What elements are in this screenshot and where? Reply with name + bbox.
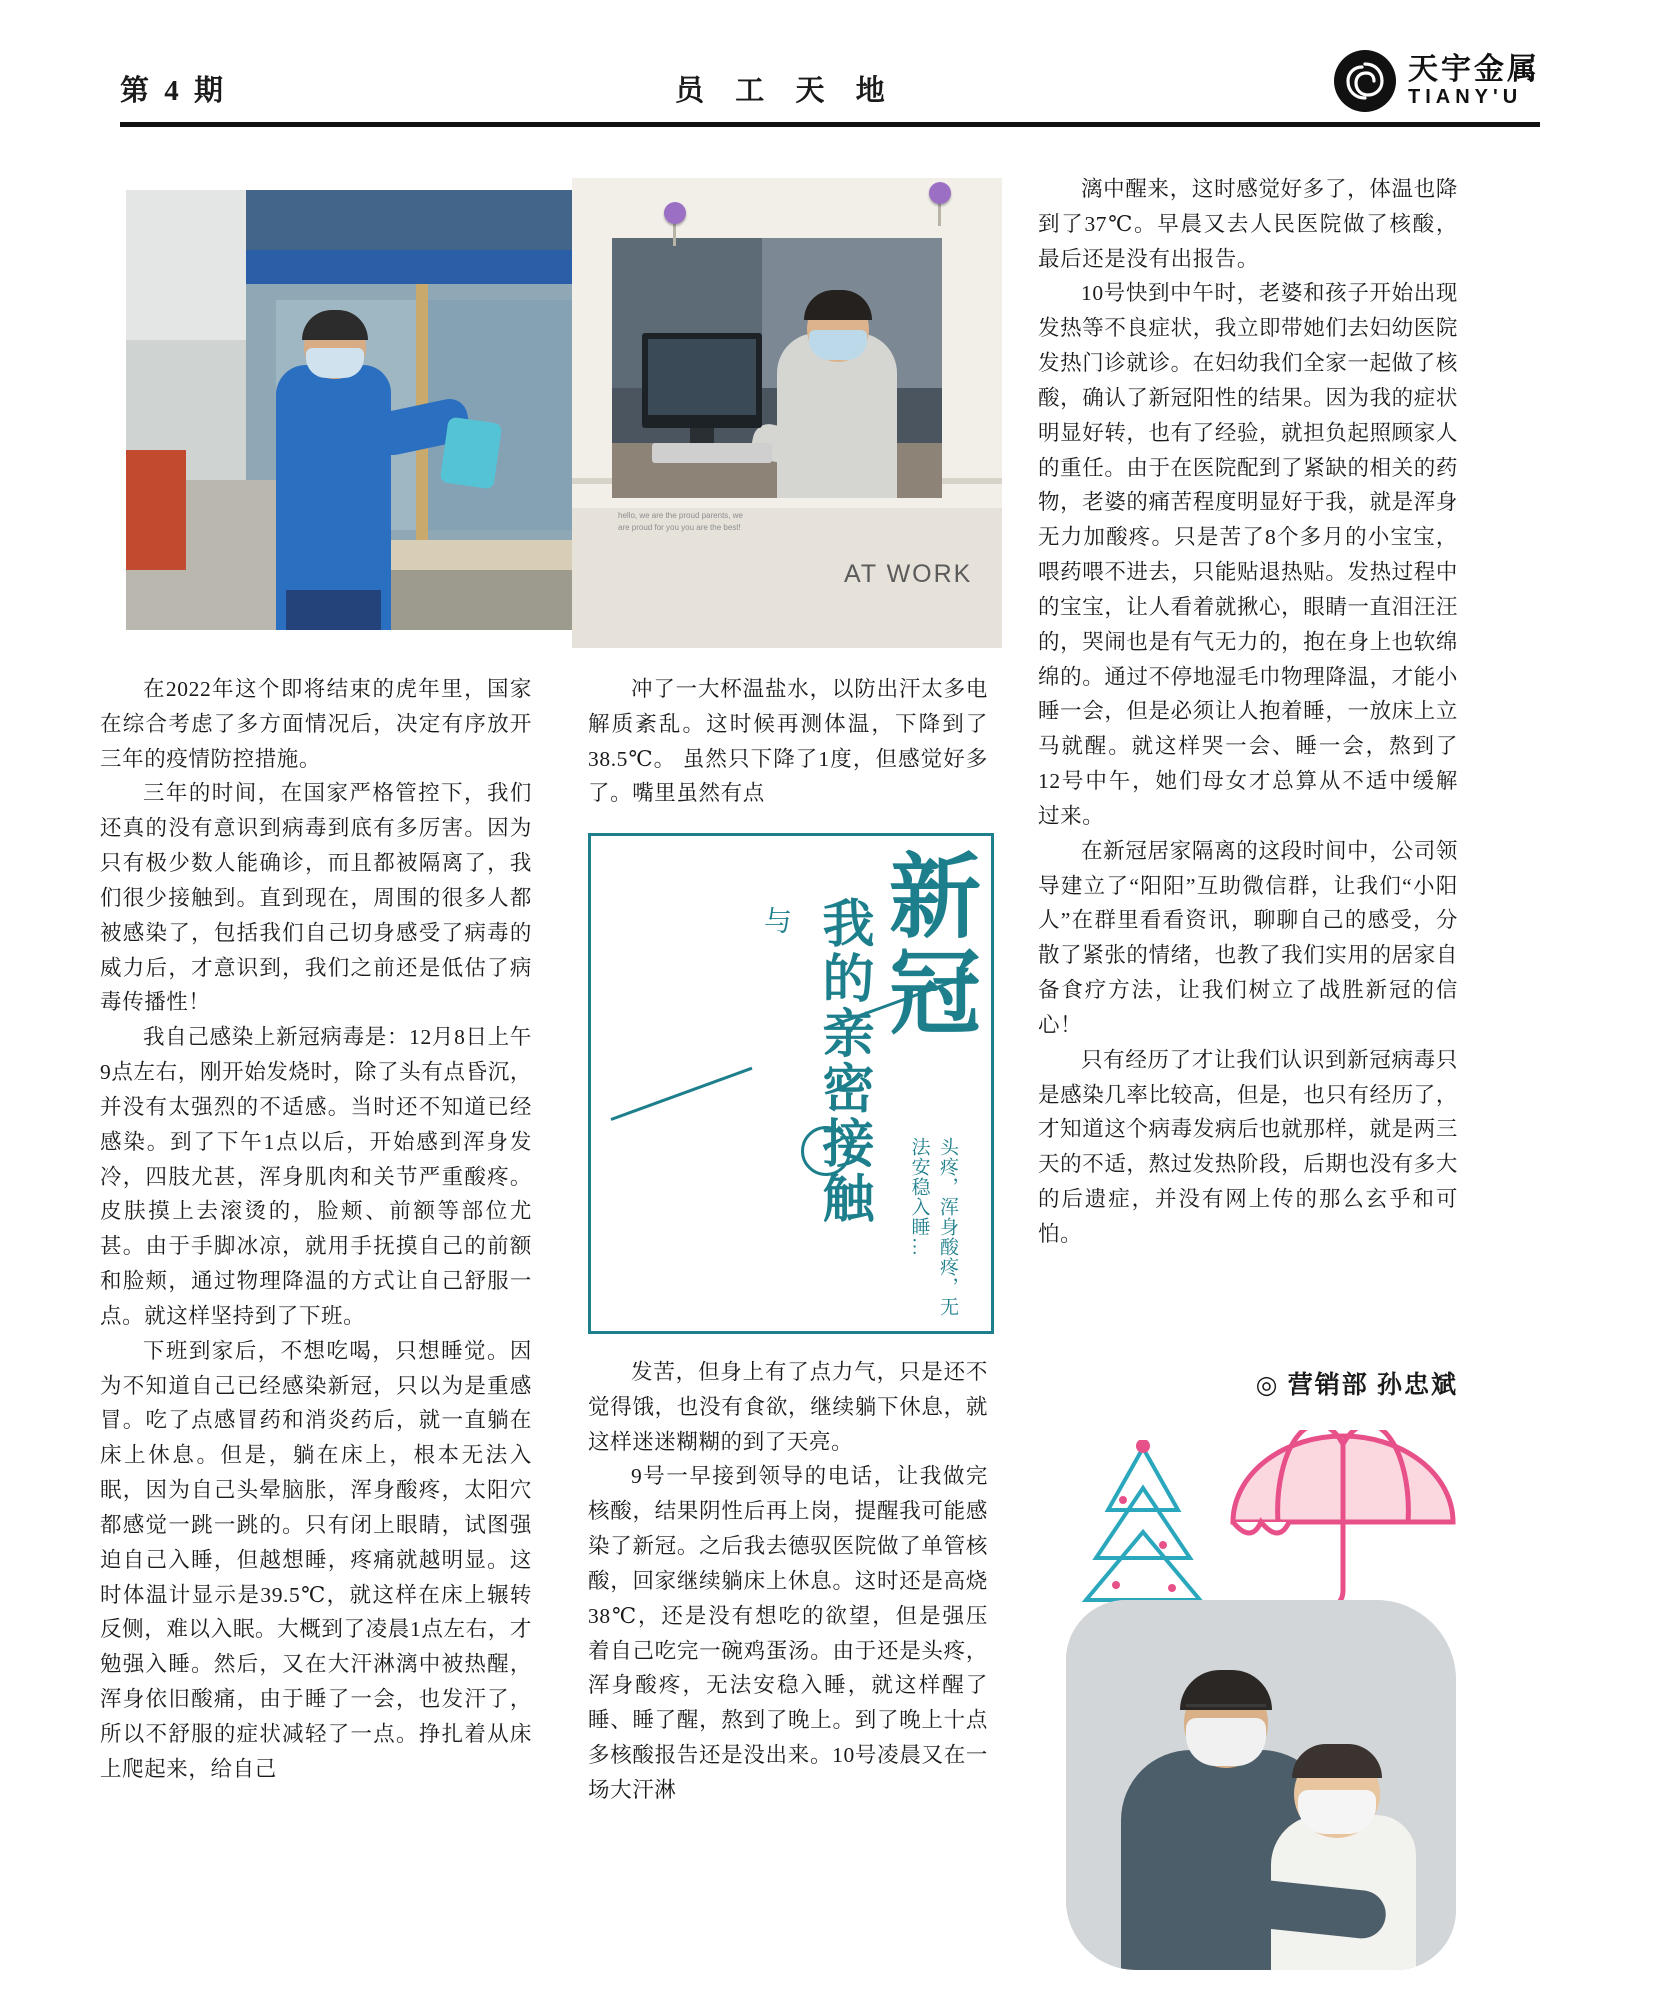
paragraph: 我自己感染上新冠病毒是：12月8日上午9点左右，刚开始发烧时，除了头有点昏沉，并没有太强烈的不适感。当时还不知道已经感染。到了下午1点以后，开始感到浑身发冷，四肢尤甚，浑身肌肉和关节严重酸疼。皮肤摸上去滚烫的，脸颊、前额等部位尤甚。由于手脚冰凉，就用手抚摸自己的前额和脸颊，通过物理降温的方式让自己舒服一点。就这样坚持到了下班。 <box>100 1025 532 1328</box>
logo-company-name-cn: 天宇金属 <box>1408 53 1540 86</box>
header-divider <box>120 122 1540 127</box>
company-logo <box>1334 50 1540 112</box>
article-column-1 <box>100 672 532 1787</box>
paragraph: 冲了一大杯温盐水，以防出汗太多电解质紊乱。这时候再测体温，下降到了38.5℃。 虽然只下降了1度，但感觉好多了。嘴里虽然有点 <box>588 677 988 806</box>
paragraph: 漓中醒来，这时感觉好多了，体温也降到了37℃。早晨又去人民医院做了核酸，最后还是没有出报告。 <box>1038 177 1458 271</box>
article-title-graphic <box>588 833 994 1334</box>
spiral-logo-icon <box>1334 50 1396 112</box>
christmas-tree-icon <box>1068 1440 1218 1620</box>
paragraph: 三年的时间，在国家严格管控下，我们还真的没有意识到病毒到底有多厉害。因为只有极少数人能确诊，而且都被隔离了，我们很少接触到。直到现在，周围的很多人都被感染了，包括我们自己切身感受了病毒的威力后，才意识到，我们之前还是低估了病毒传播性！ <box>100 781 532 1015</box>
paragraph: 在新冠居家隔离的这段时间中，公司领导建立了“阳阳”互助微信群，让我们“小阳人”在群里看看资讯，聊聊自己的感受，分散了紧张的情绪，也教了我们实用的居家自备食疗方法，让我们树立了战胜新冠的信心！ <box>1038 838 1458 1037</box>
pushpin-icon-left <box>664 202 686 224</box>
article-column-2-upper <box>588 672 988 811</box>
at-work-label: AT WORK <box>844 560 973 588</box>
logo-company-name-en: TIANY'U <box>1408 86 1523 108</box>
issue-number: 第 4 期 <box>120 75 228 107</box>
decorative-line-left <box>610 1067 752 1121</box>
paragraph: 下班到家后，不想吃喝，只想睡觉。因为不知道自己已经感染新冠，只以为是重感冒。吃了点感冒药和消炎药后，就一直躺在床上休息。但是，躺在床上，根本无法入眠，因为自己头晕脑胀，浑身酸疼，太阳穴都感觉一跳一跳的。只有闭上眼睛，试图强迫自己入睡，但越想睡，疼痛就越明显。这时体温计显示是39.5℃，就这样在床上辗转反侧，难以入眠。大概到了凌晨1点左右，才勉强入睡。然后，又在大汗淋漓中被热醒，浑身依旧酸痛，由于睡了一会，也发汗了，所以不舒服的症状减轻了一点。挣扎着从床上爬起来，给自己 <box>100 1338 532 1781</box>
pushpin-icon-right <box>929 182 951 204</box>
photo-worker-cleaning-window <box>126 190 596 630</box>
article-column-2-lower <box>588 1355 988 1808</box>
paragraph: 在2022年这个即将结束的虎年里，国家在综合考虑了多方面情况后，决定有序放开三年的疫情防控措施。 <box>100 677 532 771</box>
article-column-3 <box>1038 172 1458 1252</box>
paragraph: 发苦，但身上有了点力气，只是还不觉得饿，也没有食欲，继续躺下休息，就这样迷迷糊糊的到了天亮。 <box>588 1360 988 1454</box>
umbrella-icon <box>1218 1430 1468 1610</box>
title-connector-text: 与 <box>760 906 791 934</box>
paragraph: 10号快到中午时，老婆和孩子开始出现发热等不良症状，我立即带她们去妇幼医院发热门诊就诊。在妇幼我们全家一起做了核酸，确认了新冠阳性的结果。因为我的症状明显好转，也有了经验，就担负起照顾家人的重任。由于在医院配到了紧缺的相关的药物，老婆的痛苦程度明显好于我，就是浑身无力加酸疼。只是苦了8个多月的小宝宝，喂药喂不进去，只能贴退热贴。发热过程中的宝宝，让人看着就揪心，眼睛一直泪汪汪的，哭闹也是有气无力的，抱在身上也软绵绵的。通过不停地湿毛巾物理降温，才能小睡一会，但是必须让人抱着睡，一放床上立马就醒。就这样哭一会、睡一会，熬到了12号中午，她们母女才总算从不适中缓解过来。 <box>1038 281 1458 828</box>
masthead <box>120 40 1540 120</box>
bottom-illustration <box>1038 1420 1468 1980</box>
magazine-caption: hello, we are the proud parents, we are proud for you you are the best! <box>618 511 743 532</box>
title-sub-text: 我的亲密接触 <box>814 896 871 1226</box>
page-title: 员 工 天 地 <box>675 75 897 107</box>
photo-father-and-baby <box>1066 1600 1456 1970</box>
inset-office-photo <box>612 238 942 498</box>
decorative-circle <box>801 1126 851 1176</box>
title-main-text: 新冠 <box>876 848 978 1040</box>
author-signature: ◎ 营销部 孙忠斌 <box>1255 1372 1458 1399</box>
title-note-text: 头疼，浑身酸疼，无法安稳入睡… <box>908 1137 958 1317</box>
paragraph: 9号一早接到领导的电话，让我做完核酸，结果阴性后再上岗，提醒我可能感染了新冠。之后我去德驭医院做了单管核酸，回家继续躺床上休息。这时还是高烧38℃，还是没有想吃的欲望，但是强压着自己吃完一碗鸡蛋汤。由于还是头疼，浑身酸疼，无法安稳入睡，就这样醒了睡、睡了醒，熬到了晚上。到了晚上十点多核酸报告还是没出来。10号凌晨又在一场大汗淋 <box>588 1464 988 1802</box>
paragraph: 只有经历了才让我们认识到新冠病毒只是感染几率比较高，但是，也只有经历了，才知道这个病毒发病后也就那样，就是两三天的不适，熬过发热阶段，后期也没有多大的后遗症，并没有网上传的那么玄乎和可怕。 <box>1038 1047 1458 1246</box>
photo-office-worker-magazine <box>572 178 1002 648</box>
